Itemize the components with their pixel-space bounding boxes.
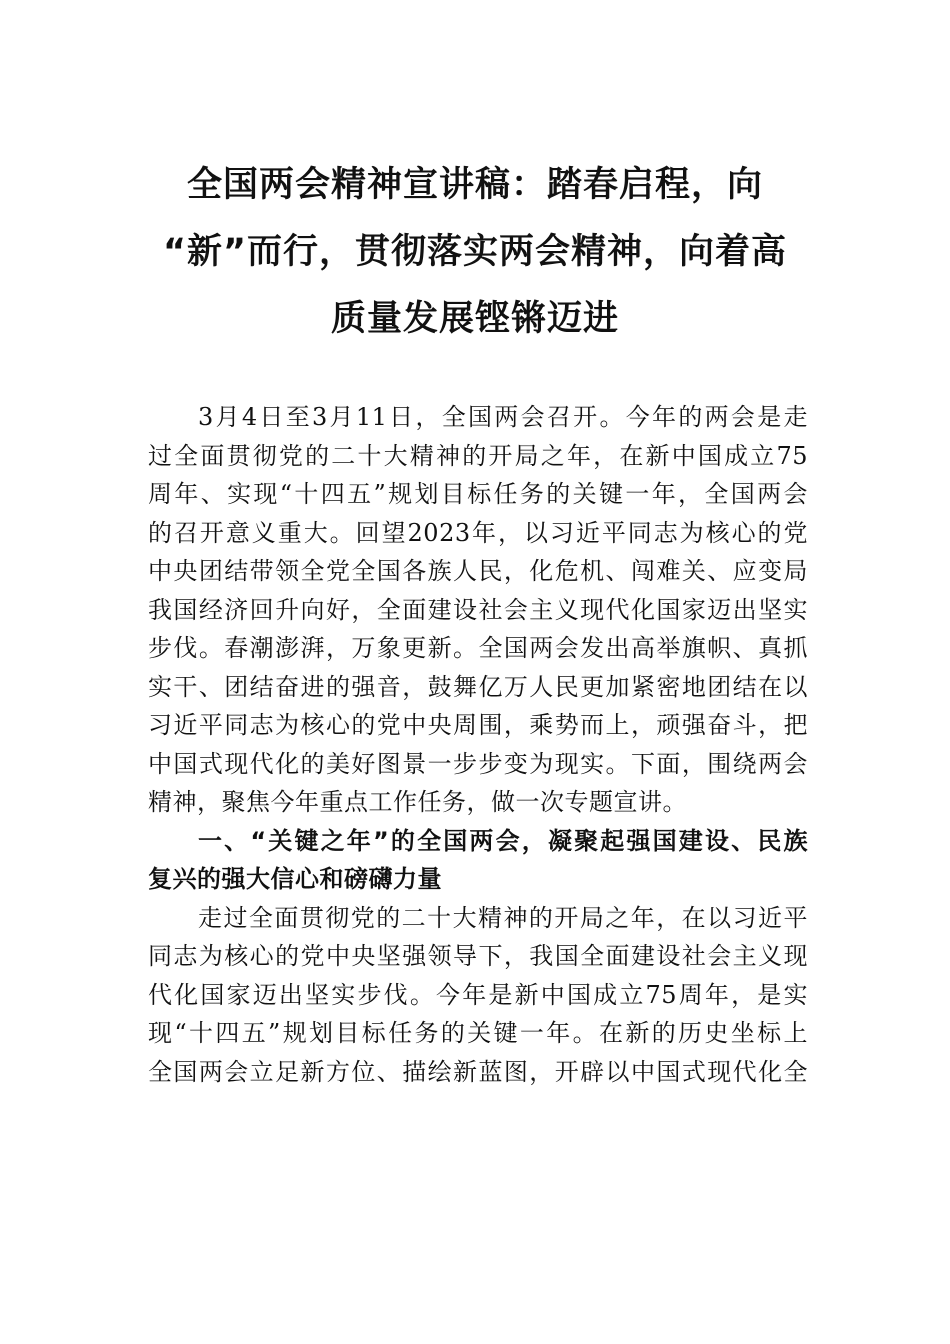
paragraph-line: 中央团结带领全党全国各族人民，化危机、闯难关、应变局 (148, 557, 808, 585)
title-line: “新”而行，贯彻落实两会精神，向着高 (162, 232, 787, 272)
paragraph-line: 现“十四五”规划目标任务的关键一年。在新的历史坐标上 (148, 1019, 808, 1047)
paragraph-line: 走过全面贯彻党的二十大精神的开局之年，在以习近平 (198, 903, 808, 932)
paragraph-line: 习近平同志为核心的党中央周围，乘势而上，顽强奋斗，把 (148, 711, 808, 739)
heading-line: 复兴的强大信心和磅礴力量 (148, 865, 442, 893)
paragraph-line: 全国两会立足新方位、描绘新蓝图，开辟以中国式现代化全 (148, 1057, 808, 1086)
document-title (150, 152, 800, 353)
paragraph-line: 同志为核心的党中央坚强领导下，我国全面建设社会主义现 (148, 942, 808, 970)
paragraph-2 (148, 899, 808, 1092)
paragraph-line: 3月4日至3月11日，全国两会召开。今年的两会是走 (198, 403, 808, 431)
paragraph-line: 步伐。春潮澎湃，万象更新。全国两会发出高举旗帜、真抓 (148, 634, 808, 662)
paragraph-line: 精神，聚焦今年重点工作任务，做一次专题宣讲。 (148, 788, 687, 816)
document-body (148, 398, 808, 1091)
heading-line: 一、“关键之年”的全国两会，凝聚起强国建设、民族 (198, 826, 808, 855)
paragraph-line: 实干、团结奋进的强音，鼓舞亿万人民更加紧密地团结在以 (148, 672, 808, 701)
paragraph-line: 中国式现代化的美好图景一步步变为现实。下面，围绕两会 (148, 749, 808, 778)
paragraph-line: 的召开意义重大。回望2023年，以习近平同志为核心的党 (148, 518, 808, 547)
paragraph-1 (148, 398, 808, 822)
paragraph-line: 周年、实现“十四五”规划目标任务的关键一年，全国两会 (148, 480, 808, 508)
title-line: 全国两会精神宣讲稿：踏春启程，向 (186, 165, 763, 205)
paragraph-line: 代化国家迈出坚实步伐。今年是新中国成立75周年，是实 (148, 980, 808, 1009)
section-heading-1 (148, 822, 808, 899)
paragraph-line: 过全面贯彻党的二十大精神的开局之年，在新中国成立75 (148, 441, 808, 470)
title-line: 质量发展铿锵迈进 (330, 299, 619, 339)
paragraph-line: 我国经济回升向好，全面建设社会主义现代化国家迈出坚实 (148, 595, 808, 624)
